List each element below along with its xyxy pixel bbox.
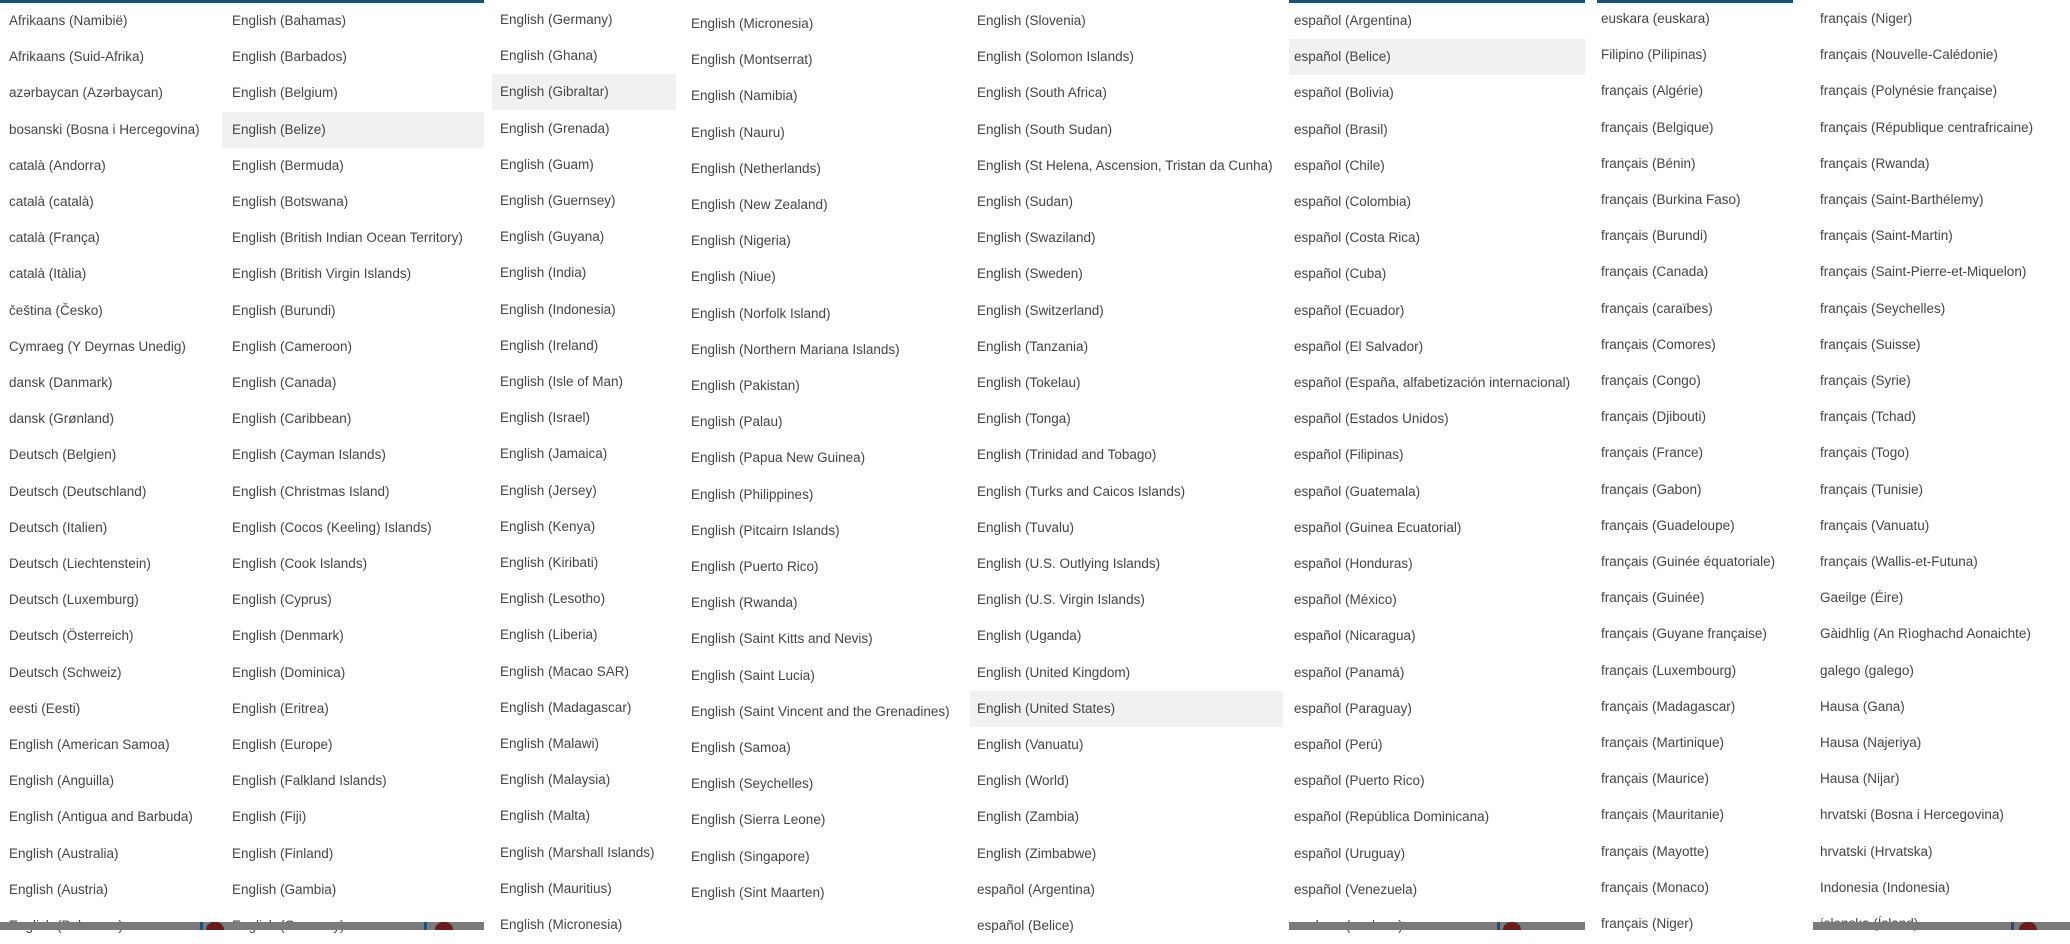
language-option[interactable]: English (Zimbabwe): [977, 845, 1097, 861]
language-option[interactable]: español (Brasil): [1294, 121, 1388, 137]
language-option[interactable]: English (Tanzania): [977, 338, 1089, 354]
language-option[interactable]: català (Andorra): [9, 157, 106, 173]
language-option[interactable]: English (Nigeria): [691, 233, 791, 249]
language-option[interactable]: français (Suisse): [1820, 336, 1921, 352]
language-option[interactable]: français (Madagascar): [1601, 698, 1736, 714]
language-option[interactable]: español (Estados Unidos): [1294, 411, 1449, 427]
language-option[interactable]: español (Belice): [977, 918, 1074, 933]
language-option[interactable]: English (Canada): [232, 375, 337, 390]
language-option[interactable]: français (Martinique): [1601, 735, 1725, 750]
language-option[interactable]: English (Micronesia): [500, 917, 623, 932]
language-option[interactable]: English (Germany): [500, 12, 613, 27]
language-option[interactable]: English (United Kingdom): [977, 664, 1131, 680]
language-option[interactable]: English (Belize): [222, 112, 484, 148]
language-option[interactable]: Filipino (Pilipinas): [1601, 47, 1707, 63]
language-option[interactable]: English (Marshall Islands): [500, 844, 655, 860]
language-option[interactable]: español (Puerto Rico): [1294, 773, 1425, 789]
language-option[interactable]: español (Honduras): [1294, 556, 1413, 571]
language-option[interactable]: English (Kenya): [500, 518, 596, 534]
language-option[interactable]: English (Isle of Man): [500, 374, 624, 389]
language-option[interactable]: español (Argentina): [977, 881, 1095, 897]
language-option[interactable]: español (Colombia): [1294, 194, 1412, 209]
language-option[interactable]: Deutsch (Schweiz): [9, 664, 122, 680]
language-option[interactable]: français (Canada): [1601, 264, 1709, 280]
divider: [2011, 922, 2014, 930]
language-option[interactable]: español (España, alfabetización internacional): [1294, 375, 1571, 390]
language-option[interactable]: English (Seychelles): [691, 776, 814, 792]
language-option[interactable]: English (U.S. Virgin Islands): [977, 592, 1145, 608]
language-option[interactable]: español (República Dominicana): [1294, 809, 1490, 825]
language-option[interactable]: français (Congo): [1601, 373, 1701, 388]
language-option[interactable]: français (Wallis-et-Futuna): [1820, 554, 1978, 569]
language-option[interactable]: English (Samoa): [691, 740, 791, 755]
language-option[interactable]: English (Austria): [9, 881, 109, 897]
language-option[interactable]: bosanski (Bosna i Hercegovina): [9, 121, 200, 137]
language-option[interactable]: English (Malawi): [500, 736, 600, 751]
language-option[interactable]: English (Tonga): [977, 411, 1071, 427]
language-option[interactable]: català (català): [9, 194, 94, 209]
language-column-5: [970, 0, 1283, 933]
language-option[interactable]: English (Gambia): [232, 881, 337, 897]
language-option[interactable]: English (American Samoa): [9, 737, 170, 752]
language-option[interactable]: English (Fiji): [232, 809, 307, 825]
language-option[interactable]: français (Maurice): [1601, 771, 1710, 787]
language-option[interactable]: français (France): [1601, 445, 1704, 461]
language-option[interactable]: English (Christmas Island): [232, 483, 390, 499]
language-option[interactable]: English (Puerto Rico): [691, 559, 819, 574]
language-option[interactable]: English (Guernsey): [500, 193, 616, 208]
language-option[interactable]: français (Comores): [1601, 336, 1716, 352]
language-option[interactable]: English (Rwanda): [691, 595, 798, 611]
language-option[interactable]: English (Pakistan): [691, 378, 800, 393]
language-option[interactable]: español (Costa Rica): [1294, 230, 1421, 246]
language-option[interactable]: français (Algérie): [1601, 83, 1704, 99]
language-option[interactable]: English (Finland): [232, 845, 334, 861]
language-option[interactable]: English (Nauru): [691, 124, 785, 140]
language-option[interactable]: Deutsch (Italien): [9, 519, 108, 535]
language-option[interactable]: English (Botswana): [232, 194, 349, 209]
language-option[interactable]: français (République centrafricaine): [1820, 119, 2034, 135]
language-option[interactable]: français (Rwanda): [1820, 155, 1930, 171]
language-option[interactable]: Gàidhlig (An Rìoghachd Aonaichte): [1820, 626, 2031, 642]
language-option[interactable]: eesti (Eesti): [9, 700, 81, 716]
language-option[interactable]: dansk (Grønland): [9, 411, 115, 427]
language-option[interactable]: français (Vanuatu): [1820, 517, 1930, 533]
language-option[interactable]: français (Burundi): [1601, 228, 1708, 244]
language-option[interactable]: français (Guadeloupe): [1601, 517, 1735, 533]
language-option[interactable]: English (British Virgin Islands): [232, 266, 412, 282]
language-option[interactable]: English (British Indian Ocean Territory): [232, 230, 463, 246]
language-option[interactable]: English (Tuvalu): [977, 519, 1075, 535]
language-option[interactable]: English (Namibia): [691, 88, 798, 104]
language-option[interactable]: français (Belgique): [1601, 119, 1714, 135]
language-option[interactable]: français (Polynésie française): [1820, 83, 1998, 99]
language-option[interactable]: English (Trinidad and Tobago): [977, 447, 1157, 463]
language-option[interactable]: Deutsch (Luxemburg): [9, 592, 139, 608]
language-column-1: [0, 0, 222, 922]
language-option[interactable]: français (Nouvelle-Calédonie): [1820, 47, 1998, 63]
language-option[interactable]: English (Burundi): [232, 302, 336, 318]
language-column-6: [1289, 0, 1585, 922]
language-option[interactable]: français (Niger): [1601, 916, 1694, 931]
language-option[interactable]: English (Swaziland): [977, 230, 1096, 246]
language-option[interactable]: English (Papua New Guinea): [691, 450, 866, 466]
language-option[interactable]: English (Palau): [691, 414, 783, 430]
language-option[interactable]: English (Malaysia): [500, 772, 611, 788]
language-option[interactable]: English (Pitcairn Islands): [691, 522, 840, 538]
language-option[interactable]: English (Solomon Islands): [977, 49, 1134, 65]
language-option[interactable]: français (Guyane française): [1601, 626, 1767, 642]
language-option[interactable]: español (Cuba): [1294, 266, 1387, 282]
language-option[interactable]: čeština (Česko): [9, 302, 103, 318]
language-option[interactable]: English (Cameroon): [232, 338, 353, 354]
background-window-strip-right: [1813, 922, 2070, 930]
language-option[interactable]: English (Northern Mariana Islands): [691, 341, 900, 357]
language-option[interactable]: español (El Salvador): [1294, 338, 1424, 354]
divider: [200, 922, 203, 930]
language-option[interactable]: français (Syrie): [1820, 373, 1911, 388]
language-option[interactable]: English (Netherlands): [691, 160, 821, 176]
language-option[interactable]: English (Cyprus): [232, 592, 332, 608]
language-option[interactable]: English (Uganda): [977, 628, 1082, 644]
language-option[interactable]: français (Luxembourg): [1601, 662, 1737, 678]
language-option[interactable]: Deutsch (Liechtenstein): [9, 556, 151, 571]
language-option[interactable]: English (Cook Islands): [232, 556, 368, 571]
language-column-8: [1812, 0, 2070, 922]
language-option[interactable]: English (Jersey): [500, 482, 597, 498]
language-option[interactable]: English (Bahamas): [232, 13, 347, 28]
language-option[interactable]: Deutsch (Österreich): [9, 628, 134, 644]
language-option[interactable]: español (Belice): [1289, 39, 1585, 75]
language-option[interactable]: English (Dominica): [232, 664, 346, 680]
language-option[interactable]: español (Perú): [1294, 737, 1383, 752]
language-option[interactable]: galego (galego): [1820, 662, 1914, 678]
language-option[interactable]: English (Mauritius): [500, 880, 612, 896]
language-option[interactable]: français (Guinée équatoriale): [1601, 554, 1776, 569]
language-option[interactable]: Hausa (Najeriya): [1820, 735, 1922, 750]
app-icon: [435, 922, 453, 930]
language-option[interactable]: English (Singapore): [691, 848, 810, 864]
language-option[interactable]: English (Indonesia): [500, 301, 616, 317]
language-option[interactable]: English (Liberia): [500, 627, 598, 643]
language-option[interactable]: English (St Helena, Ascension, Tristan da Cunha): [977, 157, 1273, 173]
language-option[interactable]: English (Australia): [9, 845, 119, 861]
language-option[interactable]: español (Venezuela): [1294, 881, 1418, 897]
language-option[interactable]: azərbaycan (Azərbaycan): [9, 85, 163, 101]
language-option[interactable]: español (Paraguay): [1294, 700, 1412, 716]
language-option[interactable]: español (Ecuador): [1294, 302, 1405, 318]
language-option[interactable]: español (Filipinas): [1294, 447, 1404, 463]
language-option[interactable]: English (Vanuatu): [977, 737, 1084, 752]
language-option[interactable]: English (Ireland): [500, 337, 599, 353]
language-option[interactable]: català (França): [9, 230, 100, 246]
language-option[interactable]: English (Ghana): [500, 48, 598, 64]
language-option[interactable]: français (Mayotte): [1601, 843, 1710, 859]
divider: [1497, 922, 1500, 930]
language-option[interactable]: English (Kiribati): [500, 555, 599, 570]
language-option[interactable]: English (Turks and Caicos Islands): [977, 483, 1186, 499]
language-option[interactable]: English (Barbados): [232, 49, 347, 65]
language-option[interactable]: français (Togo): [1820, 445, 1910, 461]
language-option[interactable]: español (Guatemala): [1294, 483, 1421, 499]
language-option[interactable]: euskara (euskara): [1601, 11, 1710, 26]
language-option[interactable]: français (Saint-Barthélemy): [1820, 192, 1984, 207]
language-option[interactable]: English (Cocos (Keeling) Islands): [232, 519, 432, 535]
language-option[interactable]: Hausa (Gana): [1820, 698, 1905, 714]
language-option[interactable]: français (Seychelles): [1820, 300, 1946, 316]
language-option[interactable]: English (United States): [970, 691, 1283, 727]
language-option[interactable]: English (Belgium): [232, 85, 338, 101]
language-option[interactable]: français (caraïbes): [1601, 300, 1713, 316]
language-option[interactable]: English (Niue): [691, 269, 776, 285]
language-option[interactable]: English (Cayman Islands): [232, 447, 386, 463]
background-window-strip-mid: [1289, 922, 1585, 930]
language-option[interactable]: español (Argentina): [1294, 13, 1412, 28]
language-option[interactable]: Deutsch (Belgien): [9, 447, 117, 463]
language-option[interactable]: English (Guam): [500, 156, 594, 172]
language-option[interactable]: English (U.S. Outlying Islands): [977, 556, 1161, 571]
language-option[interactable]: English (Sudan): [977, 194, 1074, 209]
language-option[interactable]: English (Denmark): [232, 628, 344, 644]
language-option[interactable]: English (New Zealand): [691, 197, 828, 212]
language-option[interactable]: català (Itàlia): [9, 266, 87, 282]
language-option[interactable]: français (Djibouti): [1601, 409, 1707, 425]
language-option[interactable]: English (Saint Lucia): [691, 667, 815, 683]
language-option[interactable]: English (Norfolk Island): [691, 305, 831, 321]
language-option[interactable]: Afrikaans (Namibië): [9, 13, 128, 28]
app-icon: [2019, 922, 2037, 930]
language-option[interactable]: English (Falkland Islands): [232, 773, 387, 789]
language-option[interactable]: English (Sweden): [977, 266, 1083, 282]
language-column-7: [1597, 0, 1793, 931]
divider: [424, 922, 427, 930]
language-option[interactable]: español (Nicaragua): [1294, 628, 1416, 644]
language-option[interactable]: English (Saint Vincent and the Grenadines): [691, 703, 950, 719]
language-option[interactable]: English (Micronesia): [691, 16, 814, 31]
language-option[interactable]: English (Anguilla): [9, 773, 115, 789]
language-option[interactable]: English (Grenada): [500, 120, 610, 136]
language-column-3: [492, 0, 676, 932]
language-option[interactable]: français (Gabon): [1601, 481, 1702, 497]
language-option[interactable]: hrvatski (Bosna i Hercegovina): [1820, 807, 2004, 823]
language-option[interactable]: English (Montserrat): [691, 52, 813, 68]
language-option[interactable]: español (Bolivia): [1294, 85, 1394, 101]
background-window-strip-left: [0, 922, 484, 930]
language-option[interactable]: English (Slovenia): [977, 13, 1086, 28]
language-option[interactable]: Hausa (Nijar): [1820, 771, 1900, 787]
language-option[interactable]: français (Saint-Martin): [1820, 228, 1953, 244]
language-option[interactable]: español (Uruguay): [1294, 845, 1406, 861]
language-option[interactable]: English (Antigua and Barbuda): [9, 809, 193, 825]
language-option[interactable]: English (South Africa): [977, 85, 1107, 101]
language-option[interactable]: English (Eritrea): [232, 700, 329, 716]
language-option[interactable]: English (Europe): [232, 737, 333, 752]
language-option[interactable]: English (World): [977, 773, 1070, 789]
language-option[interactable]: français (Burkina Faso): [1601, 192, 1741, 207]
language-option[interactable]: English (Lesotho): [500, 591, 606, 607]
language-option[interactable]: hrvatski (Hrvatska): [1820, 843, 1933, 859]
language-option[interactable]: English (Jamaica): [500, 446, 608, 462]
language-option[interactable]: English (Sierra Leone): [691, 812, 826, 828]
language-option[interactable]: English (Madagascar): [500, 699, 632, 715]
language-option[interactable]: Deutsch (Deutschland): [9, 483, 147, 499]
language-option[interactable]: español (Guinea Ecuatorial): [1294, 519, 1462, 535]
language-option[interactable]: français (Monaco): [1601, 879, 1710, 895]
language-option[interactable]: français (Mauritanie): [1601, 807, 1725, 823]
language-option[interactable]: English (Israel): [500, 410, 591, 426]
app-icon: [1503, 922, 1521, 930]
language-option[interactable]: English (Guyana): [500, 229, 605, 245]
language-option[interactable]: Indonesia (Indonesia): [1820, 879, 1950, 895]
language-option[interactable]: English (Malta): [500, 808, 591, 824]
language-option[interactable]: français (Tunisie): [1820, 481, 1924, 497]
language-option[interactable]: français (Saint-Pierre-et-Miquelon): [1820, 264, 2027, 280]
language-option[interactable]: español (Panamá): [1294, 664, 1405, 680]
language-option[interactable]: English (Macao SAR): [500, 663, 630, 679]
language-column-2: [222, 0, 484, 922]
language-option[interactable]: français (Niger): [1820, 11, 1913, 26]
language-option[interactable]: English (South Sudan): [977, 121, 1113, 137]
language-option[interactable]: English (Gibraltar): [492, 74, 676, 110]
language-option[interactable]: français (Bénin): [1601, 155, 1696, 171]
language-option[interactable]: français (Guinée): [1601, 590, 1705, 606]
language-option[interactable]: español (Chile): [1294, 157, 1385, 173]
language-option[interactable]: Afrikaans (Suid-Afrika): [9, 49, 145, 65]
language-option[interactable]: English (Philippines): [691, 486, 814, 502]
language-option[interactable]: English (Tokelau): [977, 375, 1081, 390]
language-option[interactable]: English (Caribbean): [232, 411, 352, 427]
language-option[interactable]: Gaeilge (Éire): [1820, 590, 1904, 606]
language-option[interactable]: English (Zambia): [977, 809, 1080, 825]
language-option[interactable]: English (Bermuda): [232, 157, 344, 173]
language-column-4: [683, 0, 961, 900]
language-option[interactable]: Cymraeg (Y Deyrnas Unedig): [9, 338, 186, 354]
language-option[interactable]: français (Tchad): [1820, 409, 1917, 425]
language-option[interactable]: English (Switzerland): [977, 302, 1104, 318]
app-icon: [206, 922, 224, 930]
language-option[interactable]: English (India): [500, 265, 587, 281]
language-option[interactable]: English (Saint Kitts and Nevis): [691, 631, 873, 647]
language-option[interactable]: dansk (Danmark): [9, 375, 113, 390]
language-option[interactable]: español (México): [1294, 592, 1397, 608]
language-option[interactable]: English (Sint Maarten): [691, 884, 825, 900]
